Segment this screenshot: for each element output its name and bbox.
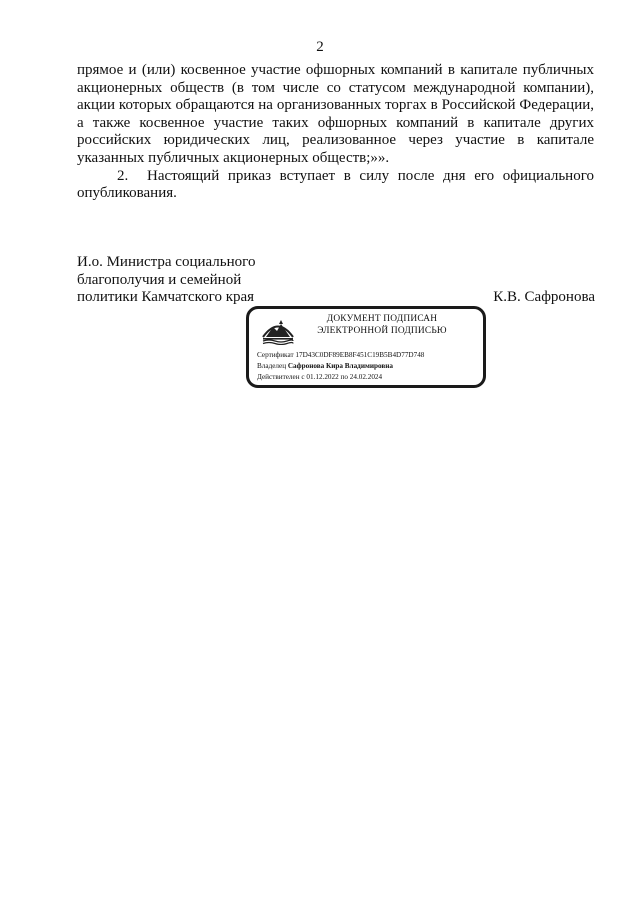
stamp-certificate-value: 17D43C0DF89EB8F451C19B5B4D77D748 bbox=[295, 351, 425, 359]
kamchatka-coat-of-arms-icon bbox=[260, 315, 296, 345]
stamp-validity-label: Действителен bbox=[257, 373, 300, 381]
document-body bbox=[77, 62, 594, 203]
point-2-text: Настоящий приказ вступает в силу после дня его официального опубликования. bbox=[77, 167, 594, 202]
signatory-position-line-2: благополучия и семейной bbox=[77, 271, 242, 288]
point-2-number: 2. bbox=[117, 167, 129, 184]
stamp-certificate-label: Сертификат bbox=[257, 351, 294, 359]
stamp-owner-label: Владелец bbox=[257, 362, 287, 370]
stamp-valid-to-word: по bbox=[340, 373, 348, 381]
signatory-position-line-1: И.о. Министра социального bbox=[77, 254, 256, 270]
point-2 bbox=[77, 168, 594, 203]
stamp-valid-to: 24.02.2024 bbox=[349, 373, 383, 381]
signatory-position bbox=[77, 254, 255, 307]
paragraph-continuation: прямое и (или) косвенное участие офшорных компаний в капитале публичных акционерных обществ (в том числе со статусом международной компании), акции которых обращаются на организованных торгах в Российской Федерации, а также косвенное участие таких офшорных компаний в капитале других российских юридических лиц, реализованное через участие в капитале указанных публичных акционерных обществ;»». bbox=[77, 62, 594, 166]
stamp-title-line-1: ДОКУМЕНТ ПОДПИСАН bbox=[326, 314, 438, 324]
signatory-position-line-3: политики Камчатского края bbox=[77, 289, 255, 306]
stamp-validity bbox=[257, 372, 424, 383]
signatory-name: К.В. Сафронова bbox=[493, 289, 595, 305]
stamp-title-line-2: ЭЛЕКТРОННОЙ ПОДПИСЬЮ bbox=[317, 325, 447, 336]
stamp-certificate bbox=[257, 350, 424, 361]
page-number: 2 bbox=[316, 39, 324, 55]
stamp-valid-from-word: с bbox=[301, 373, 305, 381]
stamp-owner-value: Сафронова Кира Владимировна bbox=[287, 362, 394, 370]
stamp-owner bbox=[257, 361, 424, 372]
stamp-valid-from: 01.12.2022 bbox=[306, 373, 339, 381]
electronic-signature-stamp bbox=[246, 306, 486, 388]
